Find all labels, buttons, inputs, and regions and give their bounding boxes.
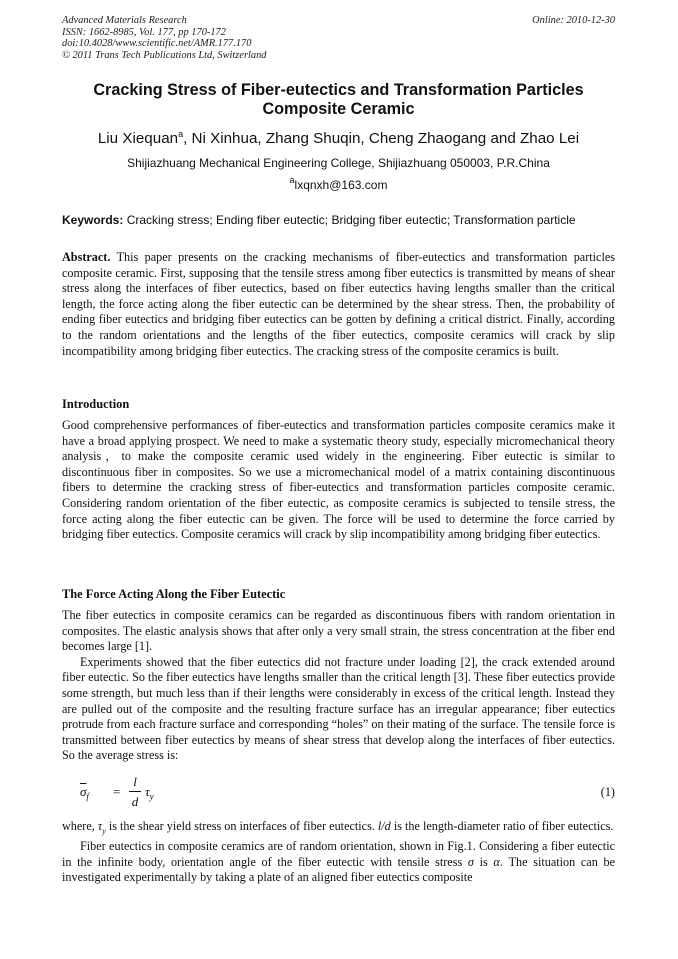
p4-text-c: . The situation can be investigated experimentally by taking a plate of an aligned fiber eutectics composite (62, 854, 615, 885)
abstract-text: This paper presents on the cracking mechanisms of fiber-eutectics and transformation particles composite ceramic. First, supposing that the tensile stress among fiber eutectics is transmitted by means of shear stress along the interfaces of fiber eutectics, based on fiber eutectics having lengths smaller than the critical length, the force acting along the fiber eutectic can be determined by the shear stress. Then, the probability of ending fiber eutectics and bridging fiber eutectics can be gotten by defining a critical district. Finally, according to the random orientations and the lengths of the fiber eutectics, composite ceramics will crack by slip incompatibility among bridging fiber eutectics. The cracking stress of the composite ceramics is built. (62, 250, 615, 358)
email-affil-mark: a (289, 175, 295, 185)
journal-header (62, 15, 422, 61)
sigma-bar-symbol: $\overline{\sigma}$ (80, 784, 87, 799)
p3-text-a: where, (62, 819, 98, 833)
keywords-label: Keywords: (62, 213, 124, 227)
tau-symbol: τ (145, 784, 150, 799)
issn-line: ISSN: 1662-8985, Vol. 177, pp 170-172 (62, 26, 226, 38)
fraction-numerator: l (133, 774, 137, 789)
author-list (62, 129, 615, 148)
tau-term (145, 784, 154, 802)
introduction-body (62, 418, 615, 543)
doi-line[interactable]: doi:10.4028/www.scientific.net/AMR.177.170 (62, 38, 252, 50)
p4-alpha: α (493, 854, 500, 869)
p3-tau (97, 819, 106, 836)
p3-tau-symbol: τ (97, 819, 103, 833)
equation-1 (62, 772, 615, 814)
keywords-text: Cracking stress; Ending fiber eutectic; Bridging fiber eutectic; Transformation particle (123, 213, 576, 227)
fraction-bar (129, 791, 141, 792)
abstract-label: Abstract. (62, 250, 111, 264)
copyright-line: © 2011 Trans Tech Publications Ltd, Switzerland (62, 49, 267, 61)
section-force-body-top (62, 608, 615, 764)
email-address[interactable]: lxqnxh@163.com (294, 178, 388, 192)
p4-sigma: σ (467, 854, 474, 869)
section-force-heading: The Force Acting Along the Fiber Eutectic (62, 587, 286, 601)
abstract (62, 250, 615, 359)
section-force-body-bottom (62, 819, 615, 886)
section-force-paragraph-1: The fiber eutectics in composite ceramics can be regarded as discontinuous fibers with random orientation in composites. The elastic analysis shows that after only a very small strain, the stress concentration at the fiber end becomes large [1]. (62, 608, 615, 654)
journal-name: Advanced Materials Research (62, 15, 187, 26)
p4-text-b: is (473, 854, 494, 869)
first-author-affil-mark: a (178, 129, 184, 139)
affiliation: Shijiazhuang Mechanical Engineering College, Shijiazhuang 050003, P.R.China (127, 156, 550, 170)
p3-ld: l/d (377, 819, 391, 833)
p4-text-a: Fiber eutectics in composite ceramics are of random orientation, shown in Fig.1. Considering a fiber eutectic in the infinite body, orientation angle of the fiber eutectic with tensile stress (62, 839, 615, 869)
section-force-paragraph-3 (62, 819, 615, 839)
introduction-heading: Introduction (62, 397, 130, 411)
section-force-paragraph-4 (62, 839, 615, 886)
keywords (62, 213, 615, 228)
sigma-subscript: f (86, 791, 89, 802)
equals-sign: = (113, 784, 121, 799)
other-authors: , Ni Xinhua, Zhang Shuqin, Cheng Zhaogang and Zhao Lei (183, 130, 580, 147)
p3-text-b: is the shear yield stress on interfaces of fiber eutectics. (105, 819, 378, 833)
fraction-l-over-d (129, 774, 141, 809)
contact-email (62, 175, 615, 193)
section-force-paragraph-2: Experiments showed that the fiber eutectics did not fracture under loading [2], the crack extended around fiber eutectic. So the fiber eutectics have lengths smaller than the critical length [3]. These fiber eutectics provide some strength, but much less than if their lengths were considerably in excess of the critical length. Instead they are pulled out of the composite and the resulting fracture surface has an irregular appearance; fiber eutectics protrude from each fracture surface and corresponding “holes” on their mating of the surface. The tensile force is transmitted between fiber eutectics by means of shear stress that develop along the interfaces of fiber eutectics. So the average stress is: (62, 654, 615, 763)
p3-tau-subscript: y (102, 826, 106, 836)
paper-title: Cracking Stress of Fiber-eutectics and Transformation Particles Composite Ceramic (93, 81, 584, 118)
fraction-denominator: d (131, 794, 139, 809)
p3-text-c: is the length-diameter ratio of fiber eutectics. (390, 819, 614, 833)
first-author: Liu Xiequan (97, 130, 179, 147)
tau-subscript: y (149, 791, 154, 802)
equation-number: (1) (600, 785, 615, 799)
equation-lhs (80, 784, 89, 802)
introduction-paragraph: Good comprehensive performances of fiber-eutectics and transformation particles composite ceramics make it have a broad applying prospect. We need to make a systematic theory study, especially micromechanical theory analysis，to make the composite ceramic used widely in the engineering. Fiber eutectic is similar to discontinuous fiber in composites. So we use a micromechanical model of a matrix containing discontinuous fibers to determine the cracking stress of fiber-eutectics and transformation particles composite ceramic. Considering random orientation of the fiber eutectic, as composite ceramics is subjected to tensile stress, the force acting along the fiber eutectic can be given. The force will be used to determine the force carried by bridging fiber eutectics. Composite ceramics will crack by slip incompatibility among bridging fiber eutectics. (62, 418, 615, 542)
online-date: Online: 2010-12-30 (532, 15, 615, 26)
